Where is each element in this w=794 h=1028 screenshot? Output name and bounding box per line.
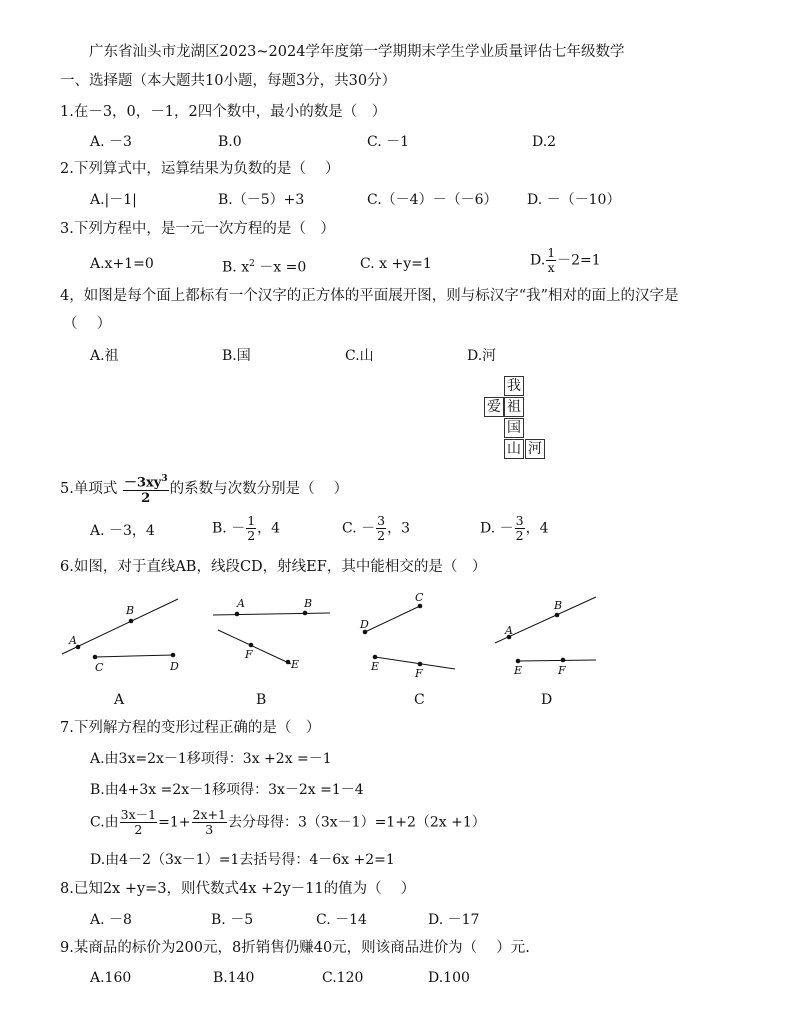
label-a: A (237, 597, 245, 610)
point-d (171, 653, 176, 658)
fraction-numerator (123, 472, 169, 491)
document-title: 广东省汕头市龙湖区2023~2024学年度第一学期期末学生学业质量评估七年级数学 (89, 44, 625, 60)
fraction-numerator: 3x－1 (120, 807, 157, 822)
fraction-denominator: x (547, 260, 555, 275)
question-5-monomial-fraction (123, 472, 169, 506)
option-suffix: 去分母得：3（3x－1）=1+2（2x +1） (227, 814, 486, 831)
question-9-option-d: D.100 (428, 970, 470, 986)
option-middle: =1+ (158, 814, 191, 831)
label-b: B (304, 597, 313, 610)
figure-a (62, 599, 179, 674)
figure-c-label: C (414, 692, 425, 708)
label-e: E (514, 664, 523, 677)
label-d: D (360, 618, 369, 631)
point-f (418, 662, 423, 667)
question-5-stem (60, 472, 348, 506)
point-a (235, 612, 240, 617)
question-5-option-c (342, 514, 410, 543)
option-fraction-right (192, 808, 227, 837)
label-b: B (554, 599, 563, 612)
question-5-option-a: A. －3，4 (90, 523, 155, 539)
question-1-option-c: C. －1 (367, 134, 410, 150)
figure-c (359, 591, 455, 680)
point-f (249, 643, 254, 648)
fraction-denominator: 2 (141, 491, 151, 507)
point-b (303, 611, 308, 616)
fraction-denominator: 2 (134, 822, 143, 837)
fraction-denominator: 2 (247, 528, 256, 543)
cube-face-he: 河 (525, 439, 545, 459)
fraction-numerator: 1 (247, 513, 256, 528)
question-4-option-a: A.祖 (90, 348, 119, 364)
option-prefix: C. － (342, 520, 376, 537)
cube-face-shan: 山 (504, 439, 524, 459)
option-prefix: C.由 (90, 814, 119, 831)
question-2-option-c: C.（－4）－（－6） (367, 192, 498, 208)
cube-face-guo: 国 (504, 418, 524, 438)
label-f: F (558, 664, 566, 677)
fraction-numerator: 3 (515, 513, 524, 528)
fraction-numerator: 3 (377, 513, 386, 528)
monomial-numerator: －3xy (123, 475, 162, 491)
cube-face-wo: 我 (504, 376, 524, 396)
question-9-option-b: B.140 (213, 970, 255, 986)
question-8-option-b: B. －5 (211, 912, 254, 928)
question-3-option-b-rest: －x =0 (254, 259, 307, 276)
question-3-option-a: A.x+1=0 (90, 256, 154, 272)
figure-b (213, 597, 330, 671)
label-f: F (245, 648, 253, 661)
question-3-option-b-exponent: 2 (249, 259, 255, 269)
line-ab (213, 613, 330, 615)
question-3-option-d-letter: D. (530, 252, 546, 269)
point-c (418, 604, 423, 609)
ray-ef (518, 660, 596, 661)
question-2-option-a: A.|－1| (90, 192, 137, 208)
point-b (129, 619, 134, 624)
question-1-stem: 1.在－3，0，－1，2四个数中，最小的数是（ ） (60, 104, 387, 120)
figure-d (495, 597, 596, 677)
section-heading: 一、选择题（本大题共10小题，每题3分，共30分） (60, 73, 397, 89)
question-4-option-b: B.国 (222, 348, 251, 364)
question-8-option-c: C. －14 (316, 912, 367, 928)
option-fraction (376, 514, 386, 543)
question-3-option-d-fraction (546, 246, 556, 275)
question-9-stem: 9.某商品的标价为200元，8折销售仍赚40元，则该商品进价为（ ）元. (60, 940, 530, 956)
label-e: E (371, 660, 380, 673)
question-7-option-c (90, 808, 486, 837)
question-1-option-b: B.0 (218, 134, 242, 150)
label-a: A (69, 634, 77, 647)
question-1-option-d: D.2 (532, 134, 557, 150)
option-fraction (246, 514, 256, 543)
question-4-option-c: C.山 (345, 348, 374, 364)
option-prefix: D. － (480, 520, 514, 537)
option-prefix: B. － (212, 520, 246, 537)
question-7-option-a: A.由3x=2x－1移项得：3x +2x =－1 (90, 751, 332, 767)
label-c: C (415, 591, 424, 604)
fraction-denominator: 2 (377, 528, 386, 543)
label-b: B (126, 604, 135, 617)
question-2-option-d: D. －（－10） (527, 192, 621, 208)
ray-ef (218, 630, 291, 664)
segment-cd (95, 655, 173, 657)
point-f (561, 658, 566, 663)
question-3-option-d-rest: －2=1 (557, 252, 601, 269)
point-c (93, 655, 98, 660)
question-1-option-a: A. －3 (90, 134, 132, 150)
question-8-option-a: A. －8 (90, 912, 132, 928)
option-fraction-left (120, 808, 157, 837)
fraction-numerator: 1 (547, 245, 556, 260)
question-4-stem: 4，如图是每个面上都标有一个汉字的正方体的平面展开图，则与标汉字“我”相对的面上的汉字是 (60, 288, 679, 304)
question-2-stem: 2.下列算式中，运算结果为负数的是（ ） (60, 161, 340, 177)
cube-face-ai: 爱 (484, 397, 504, 417)
question-3-option-d (530, 246, 601, 275)
label-d: D (170, 660, 179, 673)
question-2-option-b: B.（－5）+3 (218, 192, 305, 208)
fraction-denominator: 2 (515, 528, 524, 543)
question-6-stem: 6.如图，对于直线AB，线段CD，射线EF，其中能相交的是（ ） (60, 559, 487, 575)
point-e (286, 660, 291, 665)
question-5-option-b (212, 514, 280, 543)
option-suffix: ，4 (257, 520, 281, 537)
point-e (516, 659, 521, 664)
question-3-stem: 3.下列方程中，是一元一次方程的是（ ） (60, 221, 335, 237)
question-8-stem: 8.已知2x +y=3，则代数式4x +2y－11的值为（ ） (60, 881, 416, 897)
fraction-denominator: 3 (205, 822, 214, 837)
option-suffix: ，4 (525, 520, 549, 537)
option-suffix: ，3 (387, 520, 410, 537)
question-6-figures (0, 590, 794, 700)
point-e (373, 655, 378, 660)
fraction-numerator: 2x+1 (192, 807, 226, 822)
label-c: C (95, 661, 104, 674)
question-3-option-b-base: B. x (222, 259, 250, 276)
question-9-option-a: A.160 (90, 970, 132, 986)
question-7-option-d: D.由4－2（3x－1）=1去括号得：4－6x +2=1 (90, 852, 395, 868)
question-5-suffix: 的系数与次数分别是（ ） (169, 481, 349, 498)
monomial-exponent: 3 (161, 474, 168, 484)
cube-face-zu: 祖 (504, 397, 524, 417)
figure-a-label: A (114, 692, 125, 708)
question-3-option-c: C. x +y=1 (360, 256, 432, 272)
question-4-option-d: D.河 (467, 348, 497, 364)
option-fraction (515, 514, 525, 543)
question-7-option-b: B.由4+3x =2x－1移项得：3x－2x =1－4 (90, 782, 364, 798)
question-5-prefix: 5.单项式 (60, 481, 118, 498)
question-4-stem-continued: （ ） (63, 316, 112, 332)
point-b (555, 613, 560, 618)
question-9-option-c: C.120 (322, 970, 364, 986)
figure-d-label: D (541, 692, 553, 708)
question-3-option-b (222, 255, 306, 277)
question-5-option-d (480, 514, 549, 543)
question-8-option-d: D. －17 (428, 912, 480, 928)
label-e: E (291, 658, 300, 671)
segment-cd (365, 606, 420, 632)
label-f: F (415, 667, 423, 680)
question-7-stem: 7.下列解方程的变形过程正确的是（ ） (60, 720, 321, 736)
label-a: A (505, 624, 513, 637)
figure-b-label: B (256, 692, 267, 708)
